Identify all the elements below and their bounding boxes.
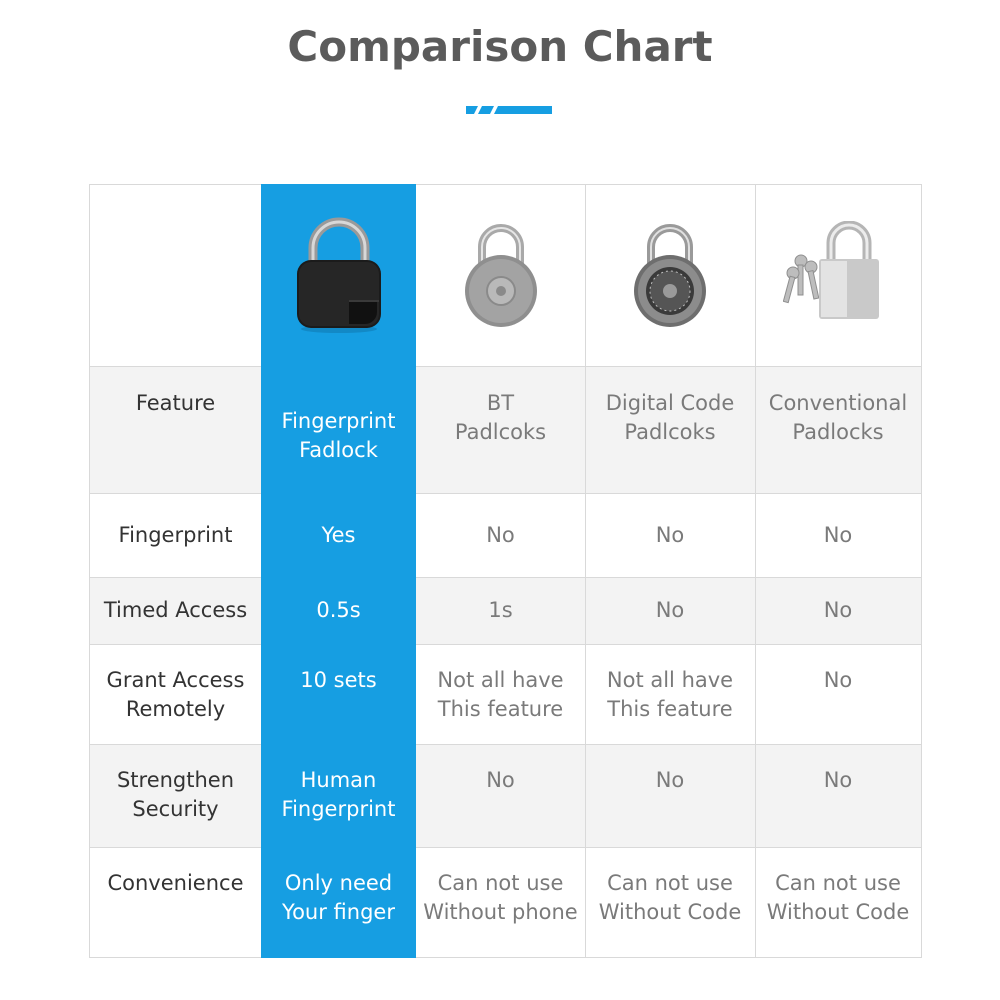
row-label-grant-access-remotely: Grant Access Remotely bbox=[106, 668, 245, 721]
table-cell: Only need Your finger bbox=[282, 871, 395, 924]
conventional-padlock-icon bbox=[783, 221, 893, 331]
comparison-table bbox=[89, 184, 922, 958]
table-cell: Can not use Without Code bbox=[598, 871, 742, 924]
table-cell: 10 sets bbox=[300, 668, 377, 692]
fingerprint-padlock-icon bbox=[289, 216, 389, 336]
table-cell: No bbox=[823, 768, 853, 792]
table-cell: No bbox=[486, 768, 515, 792]
table-cell: No bbox=[823, 668, 853, 692]
product-image-cell bbox=[585, 185, 755, 367]
digital-code-padlock-icon bbox=[625, 221, 715, 331]
header-product-fingerprint-padlock: Fingerprint Fadlock bbox=[281, 409, 396, 462]
row-label-convenience: Convenience bbox=[107, 871, 244, 895]
product-image-cell bbox=[755, 185, 921, 367]
table-cell: Can not use Without Code bbox=[766, 871, 910, 924]
row-label-fingerprint: Fingerprint bbox=[118, 522, 233, 547]
header-product-bt-padlocks: BT Padlcoks bbox=[454, 391, 547, 444]
header-product-conventional-padlocks: Conventional Padlocks bbox=[768, 391, 908, 444]
header-feature-label: Feature bbox=[135, 391, 216, 415]
table-cell: No bbox=[655, 522, 685, 547]
table-cell: No bbox=[486, 522, 515, 547]
product-image-cell bbox=[416, 185, 585, 367]
table-cell: Human Fingerprint bbox=[281, 768, 396, 821]
bt-padlock-icon bbox=[456, 221, 546, 331]
product-image-cell bbox=[261, 185, 416, 367]
table-cell: Yes bbox=[321, 522, 356, 547]
table-cell: No bbox=[655, 598, 685, 622]
header-product-digital-code-padlocks: Digital Code Padlcoks bbox=[605, 391, 735, 444]
table-cell: Not all have This feature bbox=[606, 668, 734, 721]
table-cell: Not all have This feature bbox=[437, 668, 564, 721]
table-cell: 0.5s bbox=[316, 598, 361, 622]
title-underline-accent bbox=[466, 106, 552, 114]
table-cell: No bbox=[655, 768, 685, 792]
table-cell: No bbox=[823, 598, 853, 622]
table-cell: Can not use Without phone bbox=[423, 871, 578, 924]
row-label-strengthen-security: Strengthen Security bbox=[116, 768, 235, 821]
table-cell: No bbox=[823, 522, 853, 547]
row-label-timed-access: Timed Access bbox=[103, 598, 248, 622]
page-title: Comparison Chart bbox=[287, 22, 713, 71]
table-cell: 1s bbox=[488, 598, 513, 622]
